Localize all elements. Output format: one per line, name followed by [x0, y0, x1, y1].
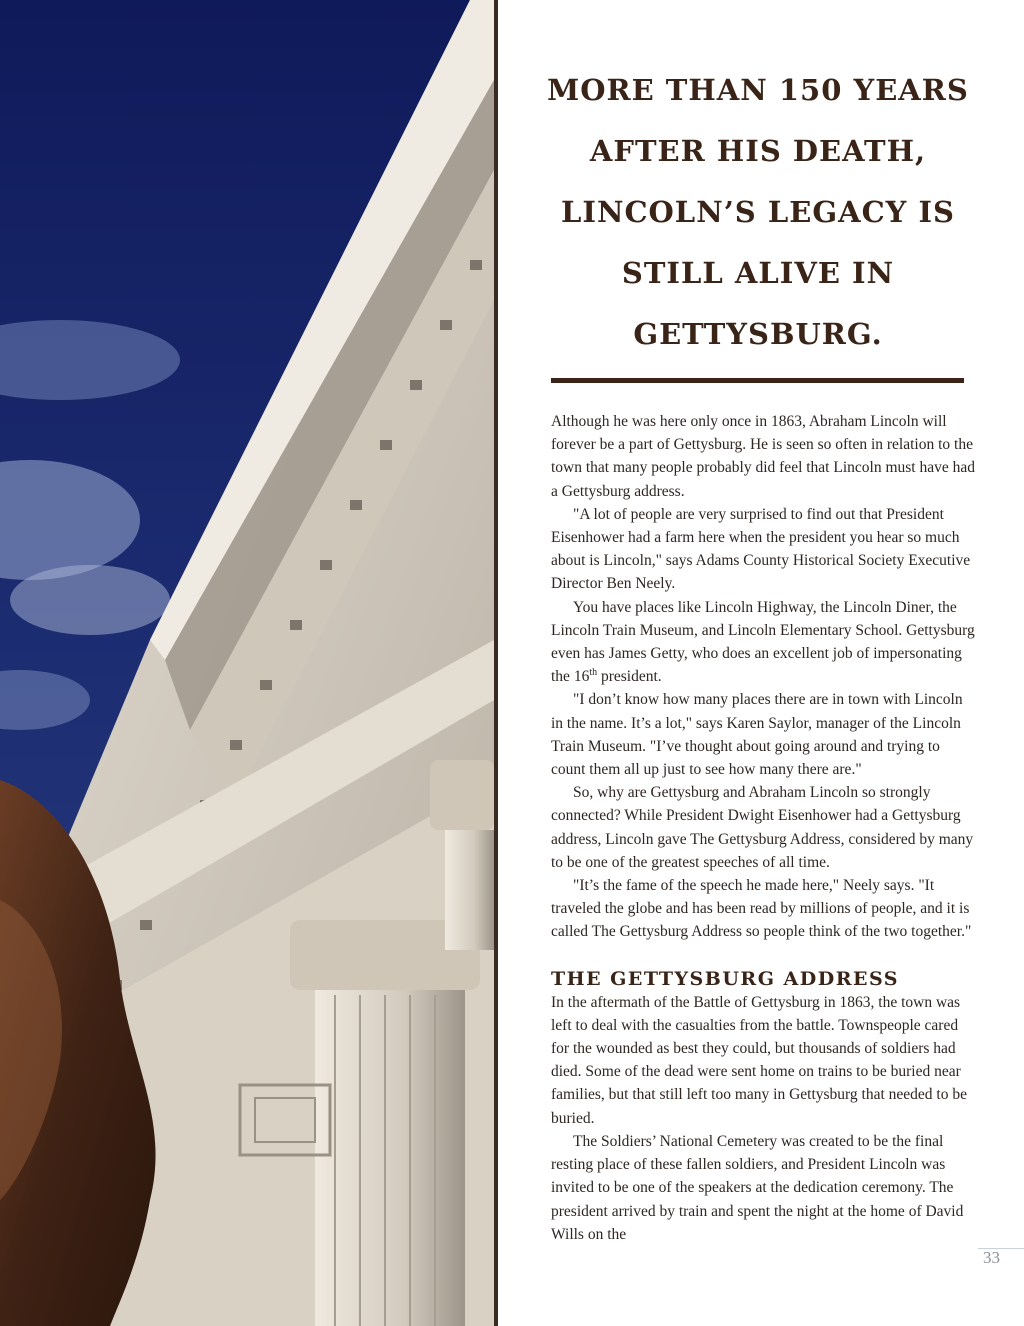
paragraph: "I don’t know how many places there are in town with Lincoln in the name. It’s a lot," says Karen Saylor, manager of the Lincoln Train Museum. "I’ve thought about going around and trying to count them all up just to see how many there are."	[551, 691, 963, 779]
page-number: 33	[983, 1248, 1000, 1267]
headline-rule	[551, 378, 964, 383]
headline: MORE THAN 150 YEARS AFTER HIS DEATH, LINCOLN’S LEGACY IS STILL ALIVE IN GETTYSBURG.	[547, 73, 969, 351]
page-divider	[494, 0, 498, 1326]
ordinal-suffix: th	[589, 667, 598, 679]
paragraph-text: You have places like Lincoln Highway, the Lincoln Diner, the Lincoln Train Museum, and Lincoln Elementary School. Gettysburg even has James Getty, who does an excellent job of impersonating the	[551, 598, 975, 686]
paragraph: Although he was here only once in 1863, Abraham Lincoln will forever be a part of Gettysburg. He is seen so often in relation to the town that many people probably did feel that Lincoln must have had a Gettysburg address.	[551, 413, 975, 500]
building-illustration	[0, 0, 494, 1326]
paragraph: The Soldiers’ National Cemetery was created to be the final resting place of these fallen soldiers, and President Lincoln was invited to be one of the speakers at the dedication ceremony. The president arrived by train and spent the night at the home of David Wills on the	[551, 1132, 964, 1243]
paragraph: So, why are Gettysburg and Abraham Lincoln so strongly connected? While President Dwight Eisenhower had a Gettysburg address, Lincoln gave The Gettysburg Address, considered by many to be one of the greatest speeches of all time.	[551, 784, 974, 871]
paragraph	[551, 596, 977, 689]
paragraph: In the aftermath of the Battle of Gettysburg in 1863, the town was left to deal with the casualties from the battle. Townspeople cared for the wounded as best they could, but thousands of soldiers had died. Some of the dead were sent home on trains to be buried near families, but that still left too many in Gettysburg that needed to be buried.	[551, 993, 967, 1127]
ordinal-after: president.	[597, 668, 662, 686]
section-heading: THE GETTYSBURG ADDRESS	[551, 967, 900, 990]
paragraph: "It’s the fame of the speech he made here," Neely says. "It traveled the globe and has been read by millions of people, and it is called The Gettysburg Address so people think of the two together."	[551, 877, 972, 941]
ordinal-number: 16	[573, 668, 590, 686]
paragraph: "A lot of people are very surprised to find out that President Eisenhower had a farm here when the president you hear so much about is Lincoln," says Adams County Historical Society Executive Director Ben Neely.	[551, 505, 971, 593]
lincoln-statue-photo	[0, 0, 494, 1326]
article-body	[551, 410, 977, 1246]
